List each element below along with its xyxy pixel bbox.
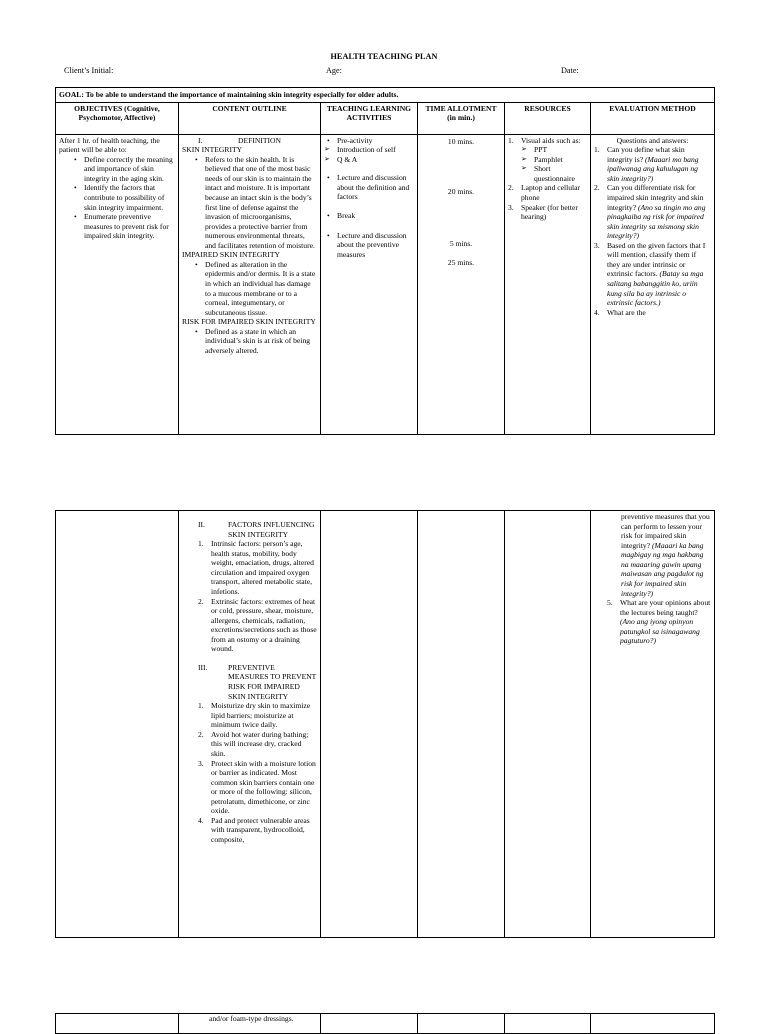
measure-item: 2. Avoid hot water during bathing; this will increase dry, cracked skin.: [198, 730, 317, 759]
section-title: PREVENTIVE MEASURES TO PREVENT RISK FOR IMPAIRED SKIN INTEGRITY: [228, 662, 317, 701]
resources-cell: [505, 134, 591, 434]
factors-list: [182, 539, 317, 654]
evaluation-intro: Questions and answers:: [616, 135, 689, 145]
activity-list-2: [324, 173, 414, 259]
resource-item: 2. Laptop and cellular phone: [508, 183, 587, 202]
evaluation-cell-continued: [591, 511, 715, 938]
col-header-time-allotment: TIME ALLOTMENT (in min.): [418, 102, 505, 134]
factor-item: 2. Extrinsic factors: extremes of heat or cold, pressure, shear, moisture, allergens, chemicals, radiation, excretions/secretions such as those from an ostomy or a draining wound.: [198, 597, 317, 654]
visual-aid-item: ➢ Pamphlet: [521, 155, 587, 165]
definition-text: • Defined as a state in which an individual’s skin is at risk of being adversely altered.: [192, 327, 317, 356]
time-value: 10 mins.: [447, 136, 475, 146]
question-4-continued: [621, 512, 711, 598]
activity-item: • Lecture and discussion about the definition and factors: [324, 173, 414, 202]
visual-aid-item: ➢ Short questionnaire: [521, 164, 587, 183]
objectives-intro: After 1 hr. of health teaching, the patient will be able to:: [59, 135, 160, 155]
col-header-resources: RESOURCES: [505, 102, 591, 134]
skin-integrity-heading: SKIN INTEGRITY: [182, 145, 243, 155]
evaluation-question: [594, 308, 711, 318]
teaching-plan-table-page-2: [55, 510, 715, 938]
col-header-evaluation-method: EVALUATION METHOD: [591, 102, 715, 134]
section-number: II.: [198, 520, 205, 529]
col-header-objectives: OBJECTIVES (Cognitive, Psychomotor, Affective): [56, 102, 179, 134]
visual-aids-list: [521, 145, 587, 183]
question-translation: (Ano ang iyong opinyon patungkol sa isinagawang pagtuturo?): [620, 617, 700, 646]
teaching-activities-cell-continued: [321, 511, 418, 938]
section-title: FACTORS INFLUENCING SKIN INTEGRITY: [228, 520, 315, 539]
factor-item: 1. Intrinsic factors: person’s age, health status, mobility, body weight, emaciation, drugs, altered circulation and impaired oxygen transport, altered metabolic state, infetions.: [198, 539, 317, 596]
teaching-activities-cell: [321, 134, 418, 434]
evaluation-cell: [591, 134, 715, 434]
date-label: Date:: [561, 66, 579, 75]
section-1-heading: [182, 136, 317, 146]
objective-item: • Identify the factors that contribute to possibility of skin integrity impairment.: [71, 183, 175, 212]
age-label: Age:: [326, 66, 342, 75]
time-value: 5 mins.: [449, 238, 473, 248]
measure-item: 4. Pad and protect vulnerable areas with transparent, hydrocolloid, composite,: [198, 816, 317, 845]
section-number: III.: [198, 662, 208, 672]
section-number: I.: [198, 135, 203, 145]
question-text: Can you differentiate risk for impaired skin integrity and skin integrity?: [607, 183, 704, 212]
evaluation-question: [594, 241, 711, 308]
activity-item: • Lecture and discussion about the preventive measures: [324, 231, 414, 260]
section-3-heading: [182, 663, 317, 701]
content-outline-cell-continued: [179, 511, 321, 938]
resource-item: [508, 136, 587, 184]
resources-list: [508, 136, 587, 222]
resource-text: Visual aids such as:: [521, 135, 581, 145]
objectives-list: [59, 155, 175, 241]
activity-sublist: [324, 145, 414, 164]
question-translation: (Maaari ka bang magbigay ng mga hakbang na maaaring gawin upang maiwasan ang pagdulot ng risk for impaired skin integrity?): [621, 540, 704, 598]
measure-4-continued: and/or foam-type dressings.: [209, 1014, 294, 1023]
question-text: What are your opinions about the lectures being taught?: [620, 598, 711, 617]
objectives-cell: [56, 134, 179, 434]
impaired-skin-integrity-heading: IMPAIRED SKIN INTEGRITY: [182, 250, 281, 260]
resource-item: 3. Speaker (for better hearing): [508, 203, 587, 222]
col-header-content-outline: CONTENT OUTLINE: [179, 102, 321, 134]
section-title: DEFINITION: [238, 135, 282, 145]
evaluation-question: [607, 598, 711, 646]
time-value: 25 mins.: [447, 257, 475, 267]
page-title: HEALTH TEACHING PLAN: [330, 52, 438, 61]
risk-definition: [182, 327, 317, 356]
visual-aid-item: ➢ PPT: [521, 145, 587, 155]
activity-item: ➢ Q & A: [324, 155, 414, 165]
col-header-teaching-activities: TEACHING LEARNING ACTIVITIES: [321, 102, 418, 134]
activity-item: • Pre-activity: [324, 136, 414, 146]
risk-heading: RISK FOR IMPAIRED SKIN INTEGRITY: [182, 317, 316, 327]
definition-text: • Defined as alteration in the epidermis and/or dermis. It is a state in which an individual has damage to a mucous membrane or to a corneal, integumentary, or subcutaneous tissue.: [192, 260, 317, 317]
definition-text: • Refers to the skin health. It is believed that one of the most basic needs of our skin is to maintain the intact and moisture. It is important because an intact skin is the body’s first line of defense against the invasion of microorganisms, provides a protective barrier from numerous environmental threats, and facilitates retention of moisture.: [192, 155, 317, 251]
objective-item: • Enumerate preventive measures to prevent risk for impaired skin integrity.: [71, 212, 175, 241]
goal-statement: GOAL: To be able to understand the importance of maintaining skin integrity especially for older adults.: [56, 88, 715, 103]
objective-item: • Define correctly the meaning and importance of skin integrity in the aging skin.: [71, 155, 175, 184]
measures-list: [182, 701, 317, 844]
impaired-definition: [182, 260, 317, 317]
evaluation-question: [594, 145, 711, 183]
question-text: Based on the given factors that I will mention, classify them if they are under intrinsic or extrinsic factors.: [607, 240, 706, 279]
activity-list-1: [324, 136, 414, 146]
time-allotment-cell-continued: [418, 511, 505, 938]
activity-item: • Break: [324, 211, 414, 221]
teaching-plan-table-page-1: [55, 87, 715, 435]
evaluation-question: [594, 183, 711, 240]
evaluation-questions-continued: [607, 598, 711, 646]
time-value: 20 mins.: [447, 186, 475, 196]
objectives-cell-continued: [56, 511, 179, 938]
client-initial-label: Client’s Initial:: [64, 66, 114, 75]
question-translation: (Batay sa mga salitang babanggitin ko, uriin kung sila ba ay intrinsic o extrinsic factors.): [607, 269, 704, 308]
question-translation: (Ano sa tingin mo ang pinagkaiba ng risk for impaired skin integrity sa mismong skin integrity?): [607, 202, 706, 241]
section-2-heading: [182, 520, 317, 539]
question-text: Can you define what skin integrity is?: [607, 145, 685, 164]
question-translation: (Maaari mo bang ipaliwanag ang kahulugan ng skin integrity?): [607, 154, 699, 183]
question-text: preventive measures that you can perform to lessen your risk for impaired skin integrity?: [621, 512, 710, 550]
content-outline-cell: [179, 134, 321, 434]
question-text: What are the: [607, 307, 646, 317]
measure-item: 1. Moisturize dry skin to maximize lipid barriers; moisturize at minimum twice daily.: [198, 701, 317, 730]
evaluation-questions: [594, 145, 711, 317]
time-allotment-cell: [418, 134, 505, 434]
skin-integrity-definition: [182, 155, 317, 251]
measure-item: 3. Protect skin with a moisture lotion or barrier as indicated. Most common skin barriers contain one or more of the following: silicon, petrolatum, dimethicone, or zinc oxide.: [198, 759, 317, 816]
resources-cell-continued: [505, 511, 591, 938]
activity-item: ➢ Introduction of self: [324, 145, 414, 155]
